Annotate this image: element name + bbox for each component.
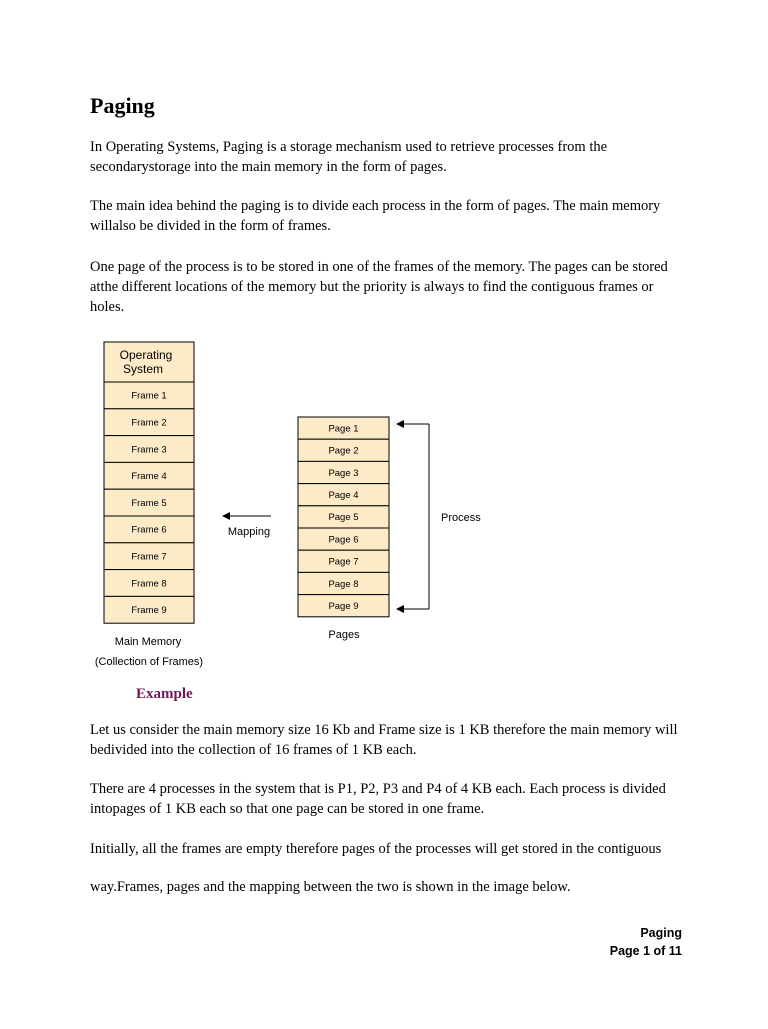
- page-label: Page 2: [328, 445, 359, 457]
- memory-caption-line2: (Collection of Frames): [94, 656, 204, 668]
- process-bracket: [397, 424, 429, 609]
- frame-label: Frame 6: [131, 524, 167, 536]
- page-label: Page 1: [328, 423, 359, 435]
- page-label: Page 6: [328, 534, 359, 546]
- frame-label: Frame 1: [131, 390, 167, 402]
- frame-label: Frame 4: [131, 471, 167, 483]
- page-label: Page 4: [328, 490, 359, 502]
- frame-label: Frame 7: [131, 551, 167, 563]
- page-footer: [610, 924, 682, 960]
- pages-caption: Pages: [328, 629, 360, 641]
- footer-title: Paging: [640, 926, 682, 940]
- footer-page-number: Page 1 of 11: [609, 944, 682, 958]
- page-label: Page 3: [328, 467, 359, 479]
- mapping-label: Mapping: [227, 526, 271, 538]
- example-heading: Example: [136, 686, 193, 702]
- frame-label: Frame 2: [131, 417, 167, 429]
- page-label: Page 5: [328, 512, 359, 524]
- example-paragraph-memory: Let us consider the main memory size 16 Kb and Frame size is 1 KB therefore the main memory will bedivided into the collection of 16 frames of 1 KB each.: [90, 722, 678, 758]
- paragraph-storage: One page of the process is to be stored in one of the frames of the memory. The pages can be stored atthe different locations of the memory but the priority is always to find the contiguous frames or holes.: [90, 259, 668, 315]
- pages-group: [298, 417, 389, 617]
- page-label: Page 9: [328, 601, 359, 613]
- frames-group: [104, 382, 194, 623]
- example-paragraph-processes: There are 4 processes in the system that is P1, P2, P3 and P4 of 4 KB each. Each process is divided intopages of 1 KB each so that one page can be stored in one frame.: [90, 781, 666, 817]
- frame-label: Frame 9: [131, 605, 167, 617]
- main-memory-column: [104, 342, 194, 623]
- example-paragraph-mapping-shown: way.Frames, pages and the mapping between the two is shown in the image below.: [90, 879, 571, 895]
- paragraph-intro: In Operating Systems, Paging is a storage mechanism used to retrieve processes from the secondarystorage into the main memory in the form of pages.: [90, 139, 608, 175]
- frame-label: Frame 5: [131, 497, 167, 509]
- paragraph-main-idea: The main idea behind the paging is to divide each process in the form of pages. The main memory willalso be divided in the form of frames.: [90, 198, 661, 234]
- page-label: Page 8: [328, 578, 359, 590]
- process-label: Process: [441, 512, 481, 524]
- os-label-line2: System: [122, 362, 164, 376]
- example-paragraph-initially: Initially, all the frames are empty therefore pages of the processes will get stored in the contiguous: [90, 841, 662, 857]
- os-label-line1: Operating: [119, 348, 173, 362]
- page-label: Page 7: [328, 556, 359, 568]
- memory-caption-line1: Main Memory: [114, 636, 182, 648]
- page-title: Paging: [90, 93, 155, 118]
- frame-label: Frame 3: [131, 444, 167, 456]
- frame-label: Frame 8: [131, 578, 167, 590]
